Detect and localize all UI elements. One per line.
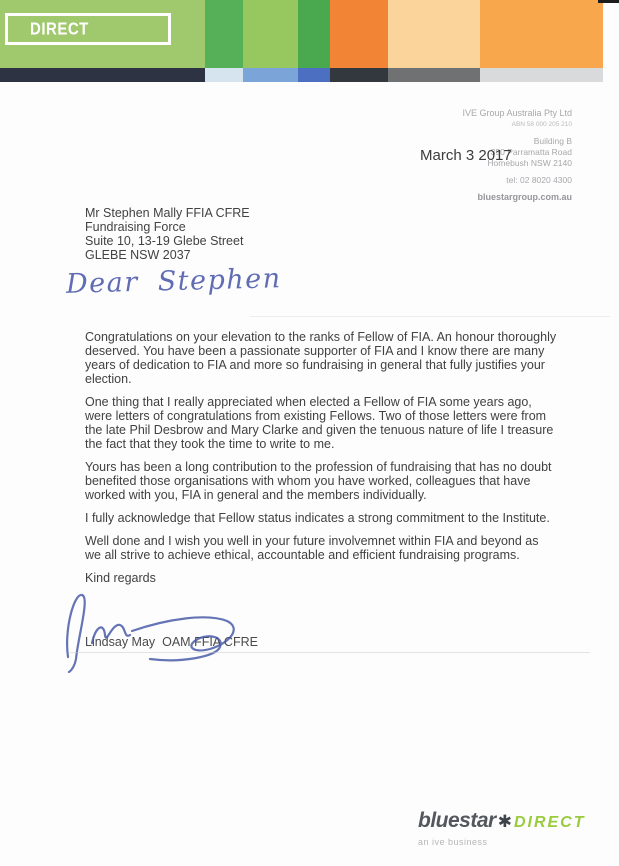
direct-logo-label: DIRECT [30, 19, 89, 39]
color-stripe-royal-blue [298, 68, 330, 82]
bluestar-wordmark: bluestar [418, 809, 496, 832]
paragraph-1: Congratulations on your elevation to the ranks of Fellow of FIA. An honour thoroughly deserved. You have been a passionate supporter of FIA and I know there are many years of dedication to FIA and more so fundraising in general that fully justifies your election. [85, 330, 557, 386]
scan-artifact [250, 316, 610, 317]
sender-abn: ABN 58 000 205 210 [511, 121, 572, 128]
scan-artifact [70, 652, 590, 653]
recipient-suburb: GLEBE NSW 2037 [85, 248, 191, 262]
logo-tagline: an ive business [418, 837, 488, 847]
color-stripe-yellow-green [243, 0, 298, 68]
letter-date: March 3 2017 [420, 147, 512, 164]
paragraph-4: I fully acknowledge that Fellow status indicates a strong commitment to the Institute. [85, 511, 550, 525]
sender-suburb: Homebush NSW 2140 [487, 158, 572, 168]
direct-wordmark: DIRECT [513, 814, 586, 831]
bluestar-direct-logo [418, 809, 586, 847]
paragraph-5: Well done and I wish you well in your future involvemnet within FIA and beyond as we all strive to achieve ethical, accountable and efficient fundraising programs. [85, 534, 539, 562]
paragraph-3: Yours has been a long contribution to the profession of fundraising that has no doubt benefited those organisations with whom you have worked, colleagues that have worked with you, FIA in general and the members individually. [85, 460, 552, 502]
recipient-name: Mr Stephen Mally FFIA CFRE [85, 206, 250, 220]
logo-row [418, 809, 586, 833]
closing: Kind regards [85, 571, 156, 585]
color-stripe-gray [388, 68, 480, 82]
scan-edge-artifact [598, 0, 619, 3]
color-stripe-green [205, 0, 243, 68]
color-stripe-charcoal [330, 68, 388, 82]
color-stripe-light-gray [480, 68, 603, 82]
recipient-company: Fundraising Force [85, 220, 186, 234]
header-bottom-stripes [0, 68, 603, 82]
direct-logo-box [5, 13, 171, 45]
recipient-street: Suite 10, 13-19 Glebe Street [85, 234, 244, 248]
color-stripe-navy [0, 68, 205, 82]
sender-street: 350 Parramatta Road [490, 147, 572, 157]
color-stripe-pale-blue [205, 68, 243, 82]
color-stripe-dark-green [298, 0, 330, 68]
color-stripe-orange [330, 0, 388, 68]
color-stripe-peach [388, 0, 480, 68]
signatory-name: Lindsay May OAM FFIA CFRE [85, 635, 258, 649]
color-stripe-blue [243, 68, 298, 82]
sender-building: Building B [533, 136, 572, 146]
sender-telephone: tel: 02 8020 4300 [506, 175, 572, 185]
star-icon: ✱ [497, 812, 512, 831]
paragraph-2: One thing that I really appreciated when elected a Fellow of FIA some years ago, were letters of congratulations from existing Fellows. Two of those letters were from the late Phil Desbrow and Mary Clarke and given the tenuous nature of life I treasure the fact that they took the time to write to me. [85, 395, 554, 451]
color-stripe-mid-orange [480, 0, 603, 68]
signature-scribble [52, 585, 252, 673]
sender-website: bluestargroup.com.au [477, 192, 572, 202]
recipient-block [85, 206, 250, 262]
sender-company: IVE Group Australia Pty Ltd [462, 108, 572, 118]
salutation-handwritten: Dear Stephen [65, 263, 282, 300]
